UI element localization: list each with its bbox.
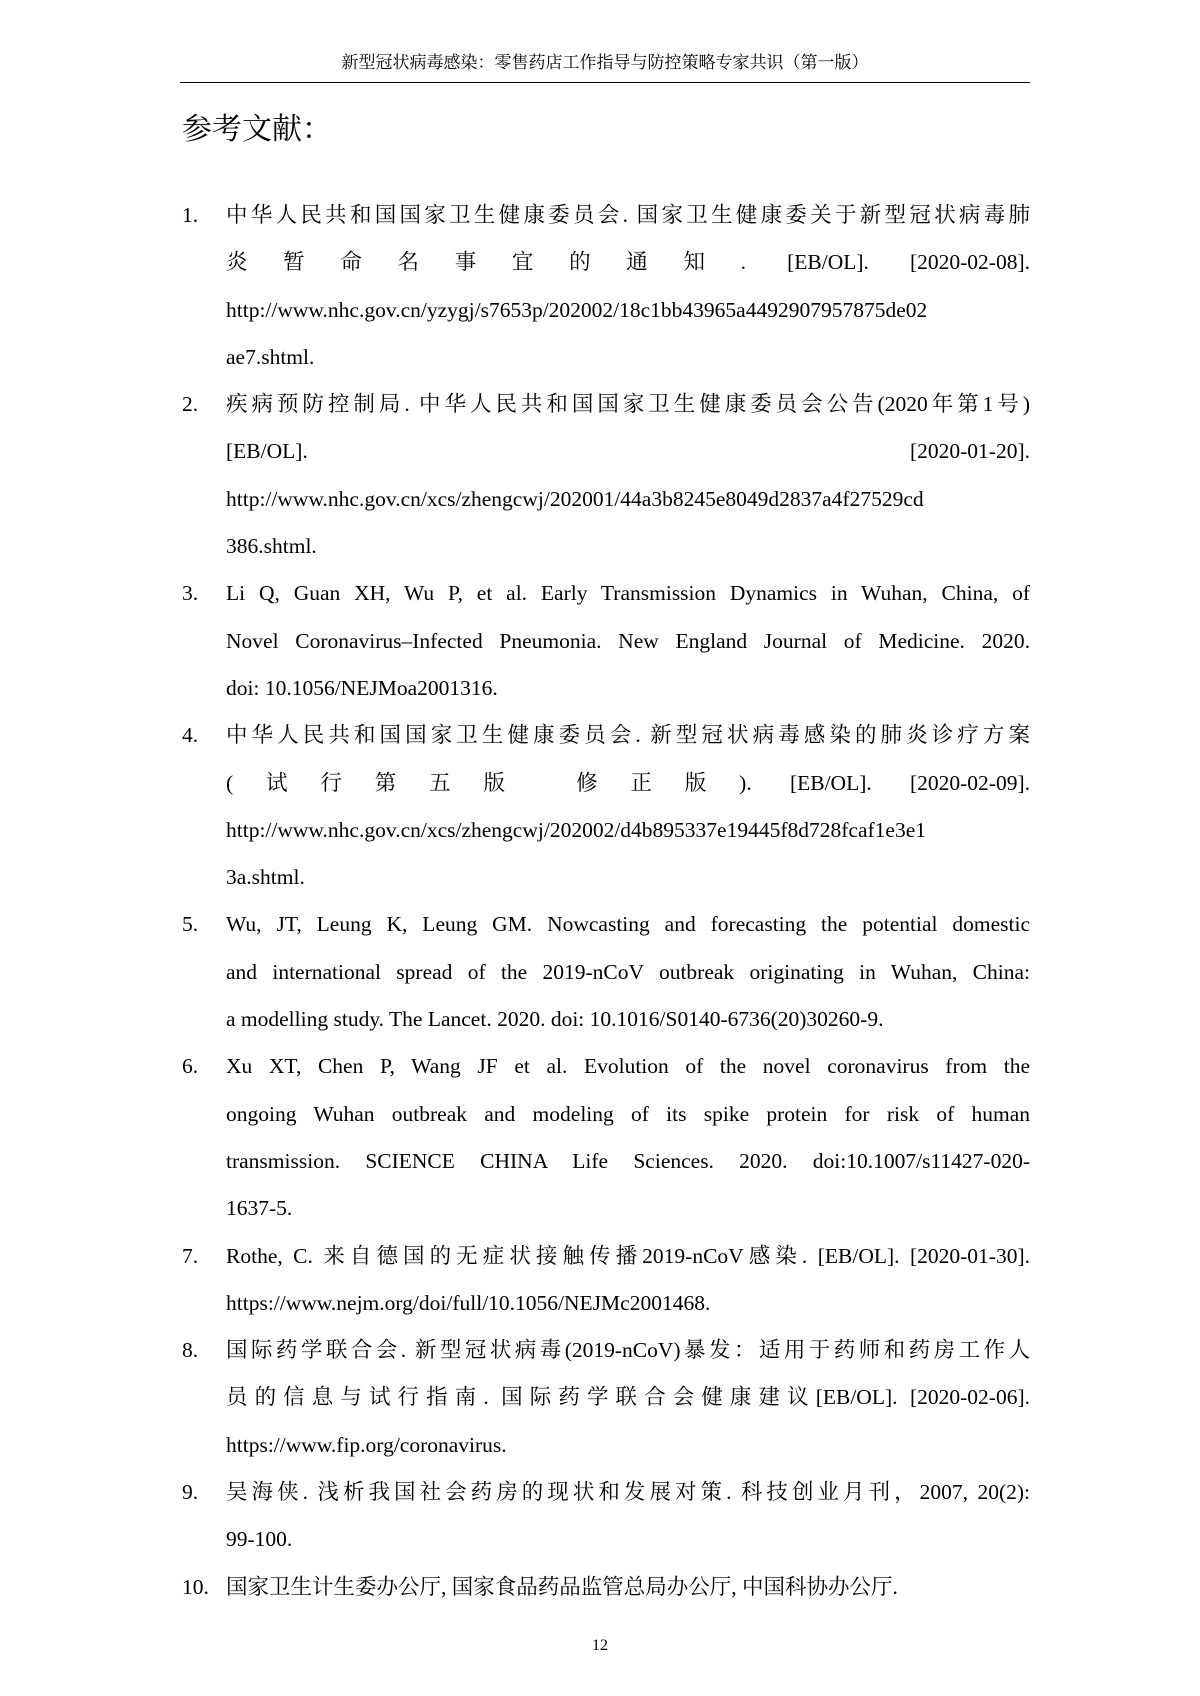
reference-line: Wu, JT, Leung K, Leung GM. Nowcasting and forecasting the potential domestic — [226, 912, 1030, 937]
running-header: 新型冠状病毒感染：零售药店工作指导与防控策略专家共识（第一版） — [341, 53, 869, 72]
reference-line: and international spread of the 2019-nCoV outbreak originating in Wuhan, China: — [226, 959, 1030, 984]
reference-item — [182, 901, 1030, 1043]
reference-line: 国际药学联合会. 新型冠状病毒(2019-nCoV)暴发：适用于药师和药房工作人 — [226, 1338, 1030, 1363]
reference-item — [182, 1564, 1030, 1611]
reference-line: 99-100. — [226, 1527, 293, 1552]
header-divider — [180, 82, 1030, 83]
reference-number: 9. — [182, 1480, 199, 1505]
reference-number: 1. — [182, 203, 199, 227]
reference-line: http://www.nhc.gov.cn/yzygj/s7653p/202002/18c1bb43965a4492907957875de02 — [226, 297, 928, 322]
reference-item — [182, 381, 1030, 570]
reference-number: 5. — [182, 912, 199, 937]
section-title: 参考文献： — [182, 112, 332, 147]
reference-line: 员的信息与试行指南. 国际药学联合会健康建议[EB/OL]. [2020-02-06]. — [226, 1385, 1030, 1410]
reference-line: Xu XT, Chen P, Wang JF et al. Evolution of the novel coronavirus from the — [226, 1054, 1030, 1079]
reference-number: 8. — [182, 1338, 199, 1363]
reference-line: 中华人民共和国国家卫生健康委员会. 新型冠状病毒感染的肺炎诊疗方案 — [226, 723, 1030, 748]
reference-line: Li Q, Guan XH, Wu P, et al. Early Transmission Dynamics in Wuhan, China, of — [226, 581, 1030, 606]
page-number: 12 — [592, 1637, 608, 1654]
reference-line: 3a.shtml. — [226, 865, 305, 890]
reference-line: Rothe, C. 来自德国的无症状接触传播2019-nCoV感染. [EB/OL]. [2020-01-30]. — [226, 1243, 1030, 1268]
reference-list — [182, 192, 1030, 1611]
reference-line: Novel Coronavirus–Infected Pneumonia. New England Journal of Medicine. 2020. — [226, 628, 1030, 653]
reference-number: 4. — [182, 723, 199, 748]
reference-line: ongoing Wuhan outbreak and modeling of its spike protein for risk of human — [226, 1101, 1030, 1126]
reference-number: 10. — [182, 1574, 209, 1599]
reference-number: 3. — [182, 581, 199, 606]
reference-number: 2. — [182, 392, 199, 417]
reference-line: 疾病预防控制局. 中华人民共和国国家卫生健康委员会公告(2020年第1号) — [226, 392, 1030, 417]
reference-line: 炎暂命名事宜的通知. [EB/OL]. [2020-02-08]. — [226, 250, 1030, 275]
reference-line: 386.shtml. — [226, 534, 317, 559]
reference-item — [182, 1469, 1030, 1564]
reference-line: http://www.nhc.gov.cn/xcs/zhengcwj/202002/d4b895337e19445f8d728fcaf1e3e1 — [226, 817, 926, 842]
reference-line: 国家卫生计生委办公厅, 国家食品药品监管总局办公厅, 中国科协办公厅. — [226, 1574, 898, 1599]
reference-line: ae7.shtml. — [226, 344, 315, 369]
reference-item — [182, 192, 1030, 381]
reference-line: 1637-5. — [226, 1196, 293, 1221]
reference-line: https://www.nejm.org/doi/full/10.1056/NEJMc2001468. — [226, 1290, 711, 1315]
reference-item — [182, 1327, 1030, 1469]
reference-item — [182, 1043, 1030, 1232]
reference-line: 吴海侠. 浅析我国社会药房的现状和发展对策. 科技创业月刊，2007, 20(2): — [226, 1480, 1030, 1505]
reference-line: 中华人民共和国国家卫生健康委员会. 国家卫生健康委关于新型冠状病毒肺 — [226, 203, 1030, 227]
reference-number: 7. — [182, 1243, 199, 1268]
reference-line: (试行第五版 修正版). [EB/OL]. [2020-02-09]. — [226, 770, 1030, 795]
reference-line: [EB/OL]. [2020-01-20]. — [226, 439, 1030, 464]
reference-number: 6. — [182, 1054, 199, 1079]
reference-line: a modelling study. The Lancet. 2020. doi: 10.1016/S0140-6736(20)30260-9. — [226, 1007, 884, 1032]
reference-line: doi: 10.1056/NEJMoa2001316. — [226, 675, 498, 700]
reference-line: https://www.fip.org/coronavirus. — [226, 1432, 507, 1457]
reference-line: transmission. SCIENCE CHINA Life Sciences. 2020. doi:10.1007/s11427-020- — [226, 1148, 1030, 1173]
reference-item — [182, 1233, 1030, 1328]
reference-item — [182, 712, 1030, 901]
reference-line: http://www.nhc.gov.cn/xcs/zhengcwj/202001/44a3b8245e8049d2837a4f27529cd — [226, 486, 924, 511]
reference-item — [182, 570, 1030, 712]
